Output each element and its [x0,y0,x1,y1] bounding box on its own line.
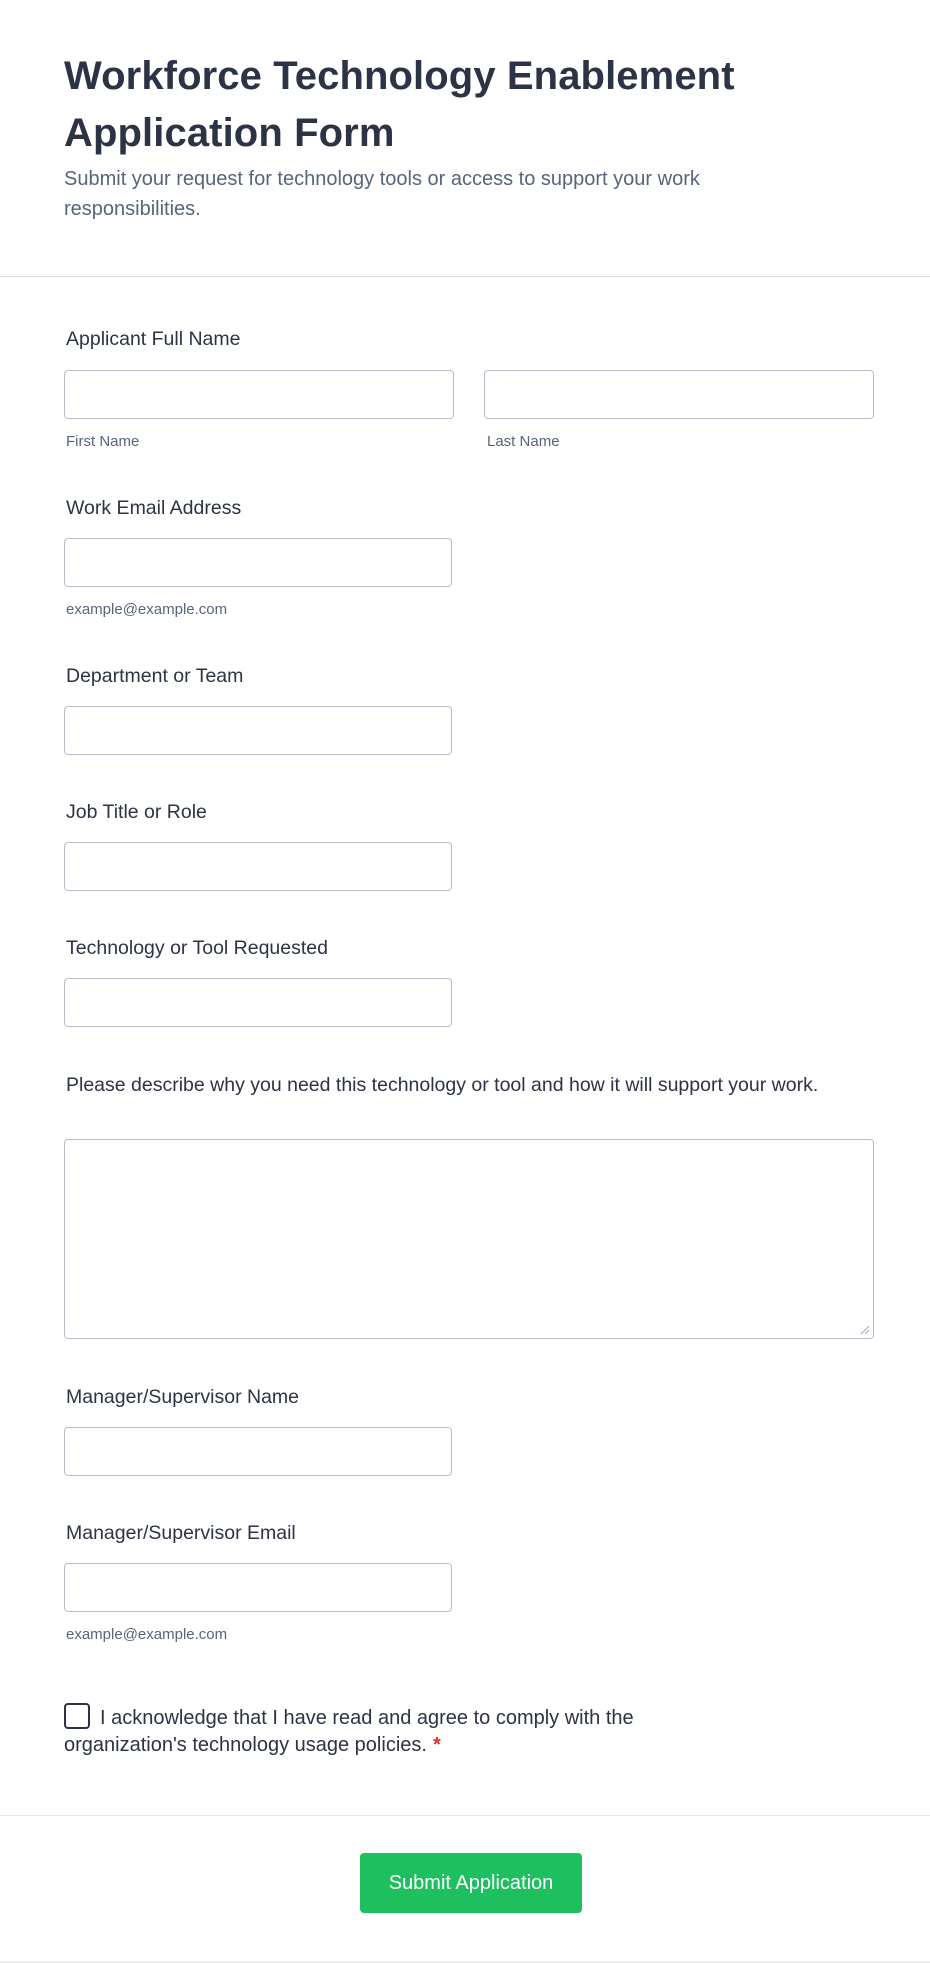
department-label: Department or Team [66,665,244,687]
manager-email-sublabel: example@example.com [66,1626,228,1643]
resize-handle-icon[interactable] [860,1325,870,1335]
first-name-input[interactable] [64,370,454,419]
page-subtitle: Submit your request for technology tools or access to support your work responsibilities. [64,168,700,220]
technology-label: Technology or Tool Requested [66,937,328,959]
footer-divider [0,1815,930,1816]
manager-name-input[interactable] [64,1427,452,1476]
work-email-label: Work Email Address [66,497,242,519]
manager-name-label: Manager/Supervisor Name [66,1386,300,1408]
full-name-label: Applicant Full Name [66,328,241,350]
technology-input[interactable] [64,978,452,1027]
job-title-label: Job Title or Role [66,801,207,823]
department-input[interactable] [64,706,452,755]
first-name-sublabel: First Name [66,433,140,450]
last-name-sublabel: Last Name [487,433,560,450]
work-email-sublabel: example@example.com [66,601,228,618]
required-asterisk: * [432,1734,441,1756]
submit-button[interactable]: Submit Application [360,1853,582,1913]
last-name-input[interactable] [484,370,874,419]
manager-email-label: Manager/Supervisor Email [66,1522,296,1544]
justification-label: Please describe why you need this technology or tool and how it will support your work. [66,1074,819,1096]
acknowledge-checkbox[interactable] [64,1703,90,1729]
acknowledge-label[interactable]: I acknowledge that I have read and agree to comply with the organization's technology usage policies. [64,1707,634,1756]
justification-textarea[interactable] [64,1139,874,1339]
acknowledge-row [64,1703,704,1759]
page-title: Workforce Technology Enablement Application Form [64,54,735,155]
job-title-input[interactable] [64,842,452,891]
work-email-input[interactable] [64,538,452,587]
form-header [0,0,930,277]
manager-email-input[interactable] [64,1563,452,1612]
